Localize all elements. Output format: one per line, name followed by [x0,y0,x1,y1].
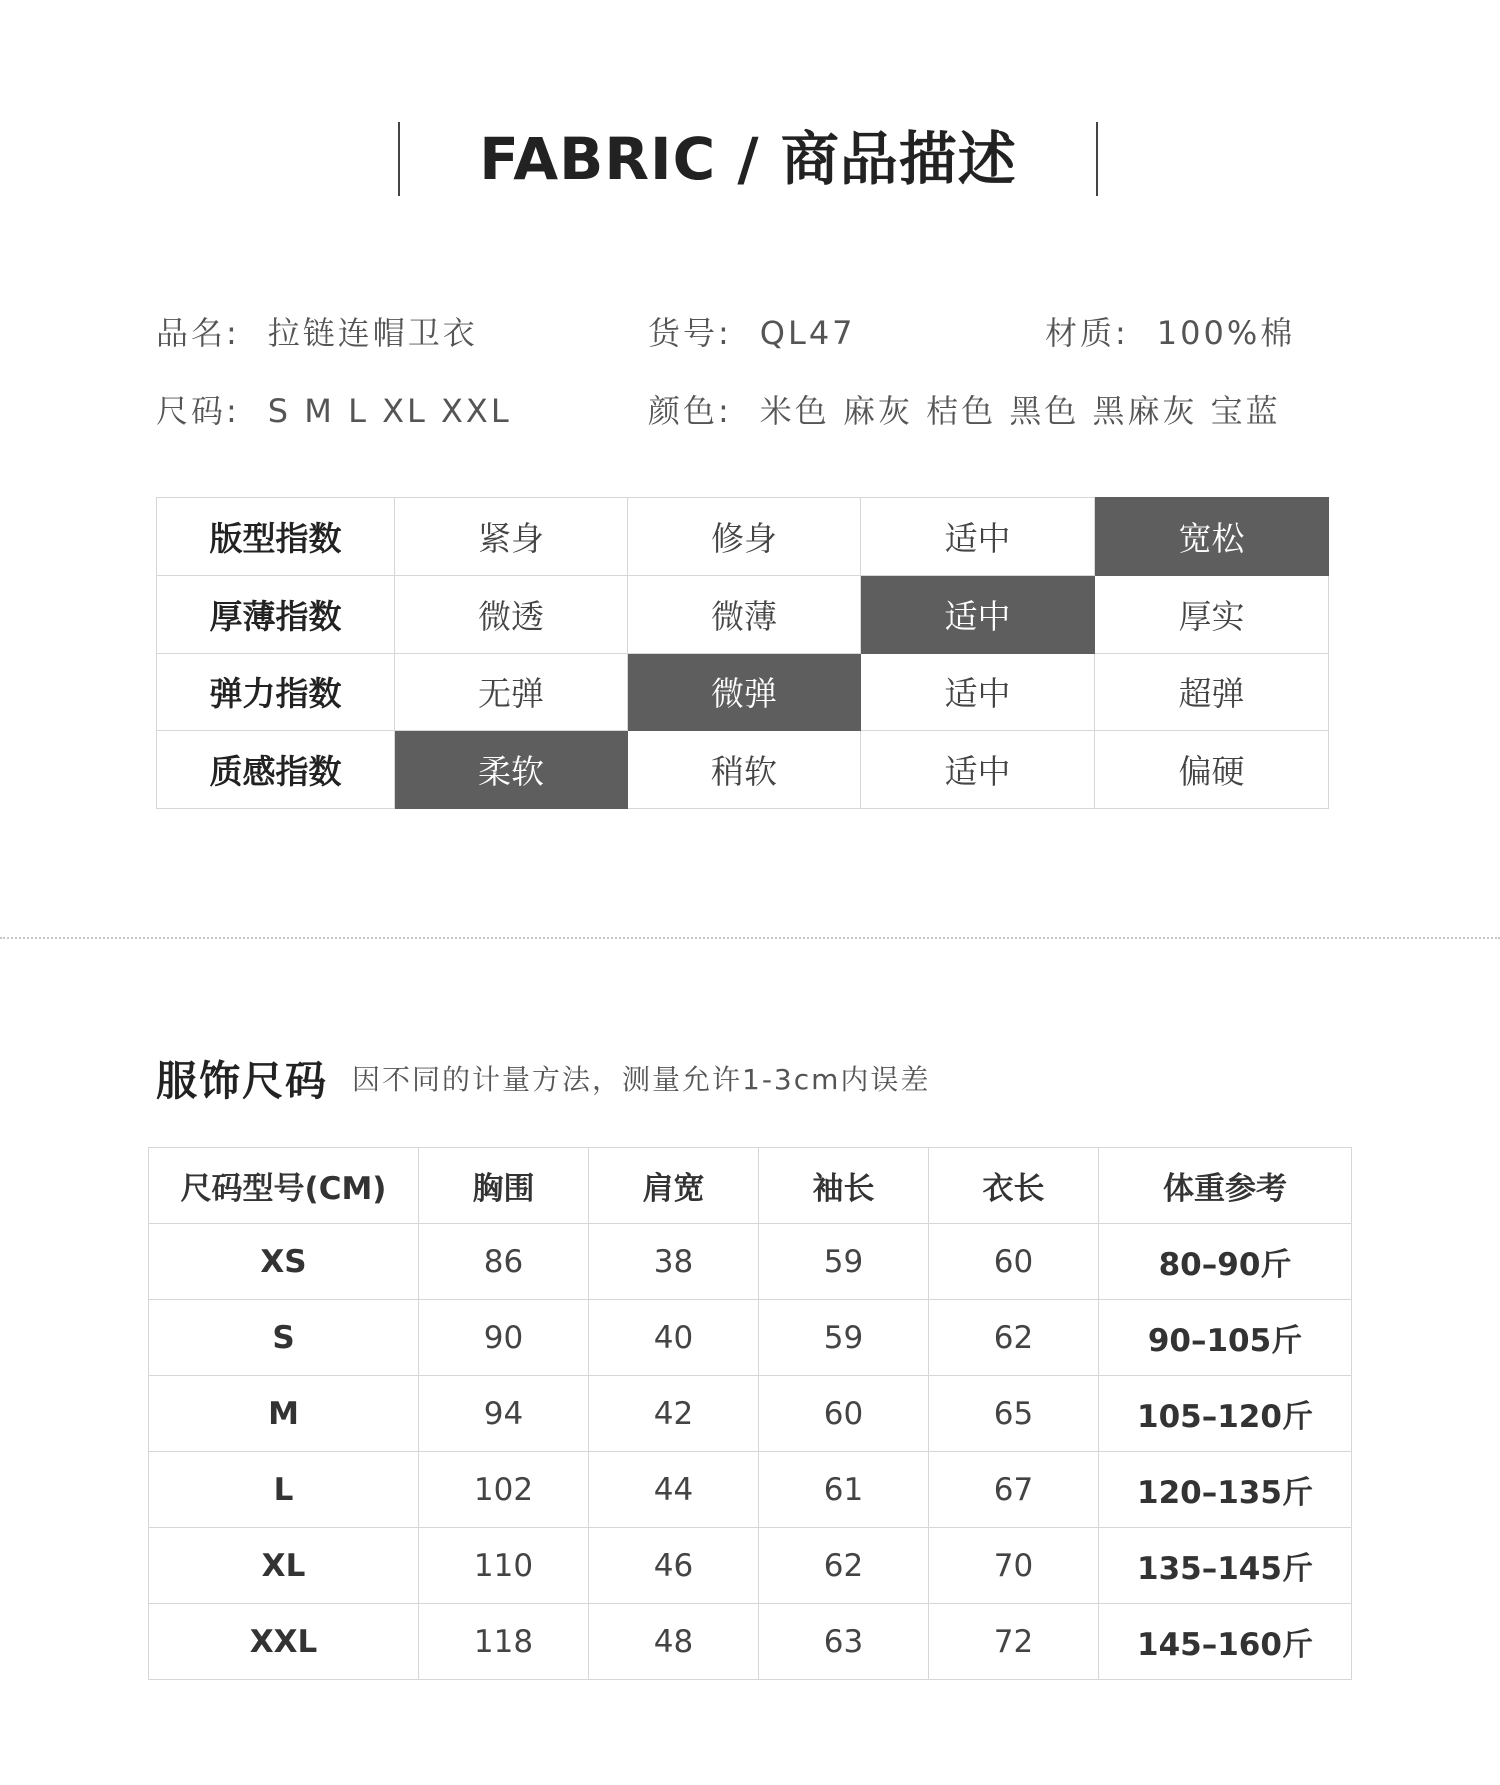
table-cell: 62 [759,1528,929,1604]
table-row [149,1300,1352,1376]
info-product-name [156,308,478,354]
attr-option: 宽松 [1095,498,1329,576]
table-cell: 60 [929,1224,1099,1300]
info-sizes [156,386,512,432]
table-row [149,1604,1352,1680]
table-cell: 90 [419,1300,589,1376]
info-colors [648,386,1281,432]
size-chart-title: 服饰尺码 [156,1057,328,1105]
size-cell: L [149,1452,419,1528]
table-cell: 118 [419,1604,589,1680]
title-divider-left [398,122,400,196]
size-cell: XS [149,1224,419,1300]
info-sku [648,308,856,354]
size-label: 尺码: [156,392,240,430]
column-header: 袖长 [759,1148,929,1224]
weight-cell: 105–120斤 [1099,1376,1352,1452]
table-cell: 59 [759,1224,929,1300]
fabric-attribute-table [156,497,1329,809]
table-row [149,1452,1352,1528]
info-material [1045,308,1295,354]
attr-option: 微透 [395,575,628,653]
attr-option: 稍软 [628,731,861,809]
attr-option: 超弹 [1095,653,1329,731]
column-header: 胸围 [419,1148,589,1224]
weight-cell: 135–145斤 [1099,1528,1352,1604]
material-label: 材质: [1045,314,1129,352]
attr-row-fit [157,498,1329,576]
size-table-header [149,1148,1352,1224]
column-header: 体重参考 [1099,1148,1352,1224]
product-name-label: 品名: [156,314,240,352]
weight-cell: 90–105斤 [1099,1300,1352,1376]
attr-row-label: 版型指数 [157,498,395,576]
size-chart-note: 因不同的计量方法，测量允许1-3cm内误差 [352,1062,931,1096]
color-value: 米色 麻灰 桔色 黑色 黑麻灰 宝蓝 [759,392,1281,430]
attr-option: 适中 [861,575,1095,653]
material-value: 100%棉 [1156,314,1296,352]
weight-cell: 80–90斤 [1099,1224,1352,1300]
attr-option: 微弹 [628,653,861,731]
table-cell: 46 [589,1528,759,1604]
size-chart-table [148,1147,1352,1680]
attr-row-elasticity [157,653,1329,731]
section-divider [0,937,1500,939]
attr-row-label: 厚薄指数 [157,575,395,653]
table-cell: 48 [589,1604,759,1680]
table-cell: 42 [589,1376,759,1452]
table-cell: 110 [419,1528,589,1604]
table-cell: 72 [929,1604,1099,1680]
table-row [149,1224,1352,1300]
page-title: FABRIC / 商品描述 [479,125,1017,193]
attr-option: 适中 [861,653,1095,731]
attr-row-texture [157,731,1329,809]
weight-cell: 145–160斤 [1099,1604,1352,1680]
sku-value: QL47 [759,314,856,352]
table-cell: 40 [589,1300,759,1376]
size-cell: XXL [149,1604,419,1680]
table-cell: 38 [589,1224,759,1300]
color-label: 颜色: [648,392,732,430]
product-name-value: 拉链连帽卫衣 [267,314,478,352]
attr-option: 柔软 [395,731,628,809]
weight-cell: 120–135斤 [1099,1452,1352,1528]
page-header [0,110,1500,200]
sku-label: 货号: [648,314,732,352]
table-cell: 61 [759,1452,929,1528]
table-cell: 102 [419,1452,589,1528]
size-value: S M L XL XXL [267,392,512,430]
column-header: 肩宽 [589,1148,759,1224]
column-header: 衣长 [929,1148,1099,1224]
size-cell: S [149,1300,419,1376]
attr-option: 适中 [861,731,1095,809]
table-cell: 63 [759,1604,929,1680]
attr-row-thickness [157,575,1329,653]
attr-option: 紧身 [395,498,628,576]
title-divider-right [1096,122,1098,196]
size-cell: M [149,1376,419,1452]
table-row [149,1528,1352,1604]
attr-option: 厚实 [1095,575,1329,653]
column-header: 尺码型号(CM) [149,1148,419,1224]
attr-option: 偏硬 [1095,731,1329,809]
size-cell: XL [149,1528,419,1604]
table-cell: 60 [759,1376,929,1452]
attr-option: 适中 [861,498,1095,576]
table-cell: 44 [589,1452,759,1528]
table-cell: 70 [929,1528,1099,1604]
table-cell: 94 [419,1376,589,1452]
table-row [149,1376,1352,1452]
table-cell: 65 [929,1376,1099,1452]
attr-row-label: 质感指数 [157,731,395,809]
attr-option: 微薄 [628,575,861,653]
size-chart-heading [156,1048,930,1107]
table-cell: 67 [929,1452,1099,1528]
table-cell: 59 [759,1300,929,1376]
table-cell: 62 [929,1300,1099,1376]
attr-row-label: 弹力指数 [157,653,395,731]
table-cell: 86 [419,1224,589,1300]
attr-option: 修身 [628,498,861,576]
attr-option: 无弹 [395,653,628,731]
